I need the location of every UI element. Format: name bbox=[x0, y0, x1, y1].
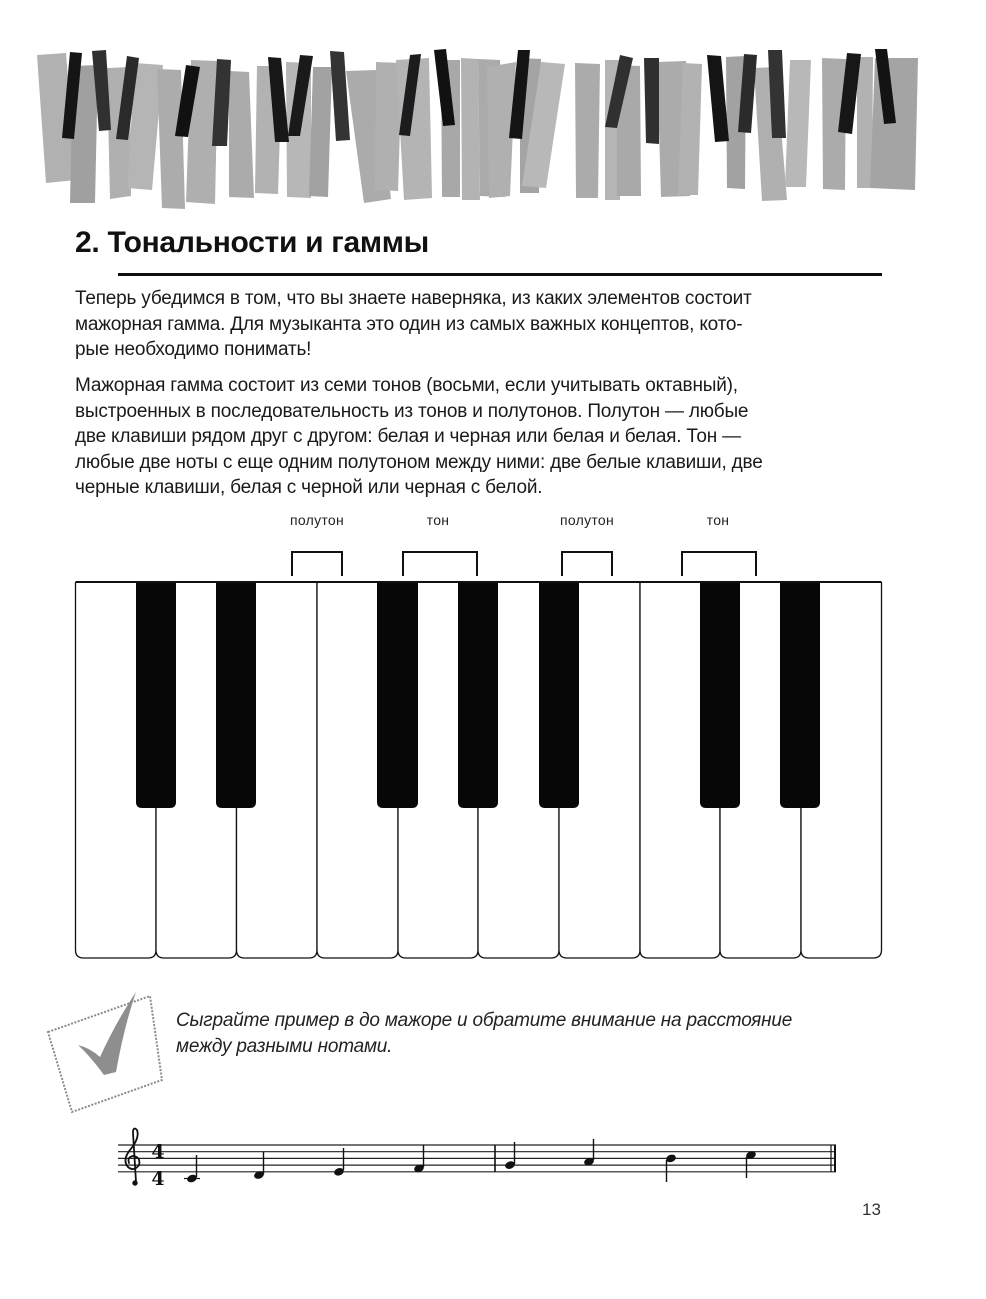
paragraph-line: черные клавиши, белая с черной или черная с белой. bbox=[75, 477, 543, 499]
black-key bbox=[458, 583, 498, 808]
paragraph-line: выстроенных в последовательность из тонов и полутонов. Полутон — любые bbox=[75, 400, 749, 422]
white-key bbox=[398, 808, 478, 958]
title-underline bbox=[118, 273, 882, 276]
bracket-semitone bbox=[292, 552, 342, 576]
interval-label-semitone: полутон bbox=[559, 512, 615, 528]
paragraph-line: рые необходимо понимать! bbox=[75, 339, 312, 361]
treble-clef-icon bbox=[125, 1129, 139, 1185]
bracket-tone bbox=[403, 552, 477, 576]
exercise-instruction bbox=[176, 1008, 896, 1060]
black-key bbox=[700, 583, 740, 808]
banner-gray-keys bbox=[37, 53, 918, 209]
paragraph-line: Теперь убедимся в том, что вы знаете наверняка, из каких элементов состоит bbox=[75, 288, 752, 309]
paragraph-line: мажорная гамма. Для музыканта это один из самых важных концептов, кото- bbox=[75, 313, 743, 335]
bracket-tone bbox=[682, 552, 756, 576]
interval-brackets bbox=[292, 552, 756, 576]
instruction-line: между разными нотами. bbox=[176, 1036, 393, 1057]
piano-keys-banner bbox=[0, 0, 986, 225]
paragraph-line: любые две ноты с еще одним полутоном между ними: две белые клавиши, две bbox=[75, 451, 763, 473]
c-major-scale-staff bbox=[0, 1120, 986, 1200]
checkmark-icon bbox=[38, 982, 168, 1117]
white-key bbox=[156, 808, 237, 958]
black-key bbox=[780, 583, 820, 808]
interval-label-semitone: полутон bbox=[289, 512, 345, 528]
black-key bbox=[539, 583, 579, 808]
paragraph-line: Мажорная гамма состоит из семи тонов (восьми, если учитывать октавный), bbox=[75, 375, 738, 396]
white-key bbox=[478, 808, 559, 958]
svg-text:4: 4 bbox=[151, 1168, 165, 1190]
black-key bbox=[216, 583, 256, 808]
intro-paragraph bbox=[75, 286, 895, 363]
notes bbox=[184, 1139, 757, 1184]
black-key bbox=[377, 583, 418, 808]
instruction-line: Сыграйте пример в до мажоре и обратите внимание на расстояние bbox=[176, 1010, 793, 1031]
black-keys bbox=[136, 583, 820, 808]
paragraph-line: две клавиши рядом друг с другом: белая и черная или белая и белая. Тон — bbox=[75, 426, 741, 448]
page-number: 13 bbox=[862, 1200, 881, 1219]
white-key bbox=[720, 808, 801, 958]
staff-lines bbox=[118, 1145, 836, 1172]
black-key bbox=[136, 583, 176, 808]
bracket-semitone bbox=[562, 552, 612, 576]
piano-keyboard-diagram bbox=[0, 545, 986, 965]
page-title: 2. Тональности и гаммы bbox=[75, 226, 429, 259]
interval-label-tone: тон bbox=[706, 512, 730, 528]
interval-label-tone: тон bbox=[426, 512, 450, 528]
scale-explanation-paragraph bbox=[75, 373, 895, 501]
svg-text:4: 4 bbox=[151, 1141, 165, 1163]
